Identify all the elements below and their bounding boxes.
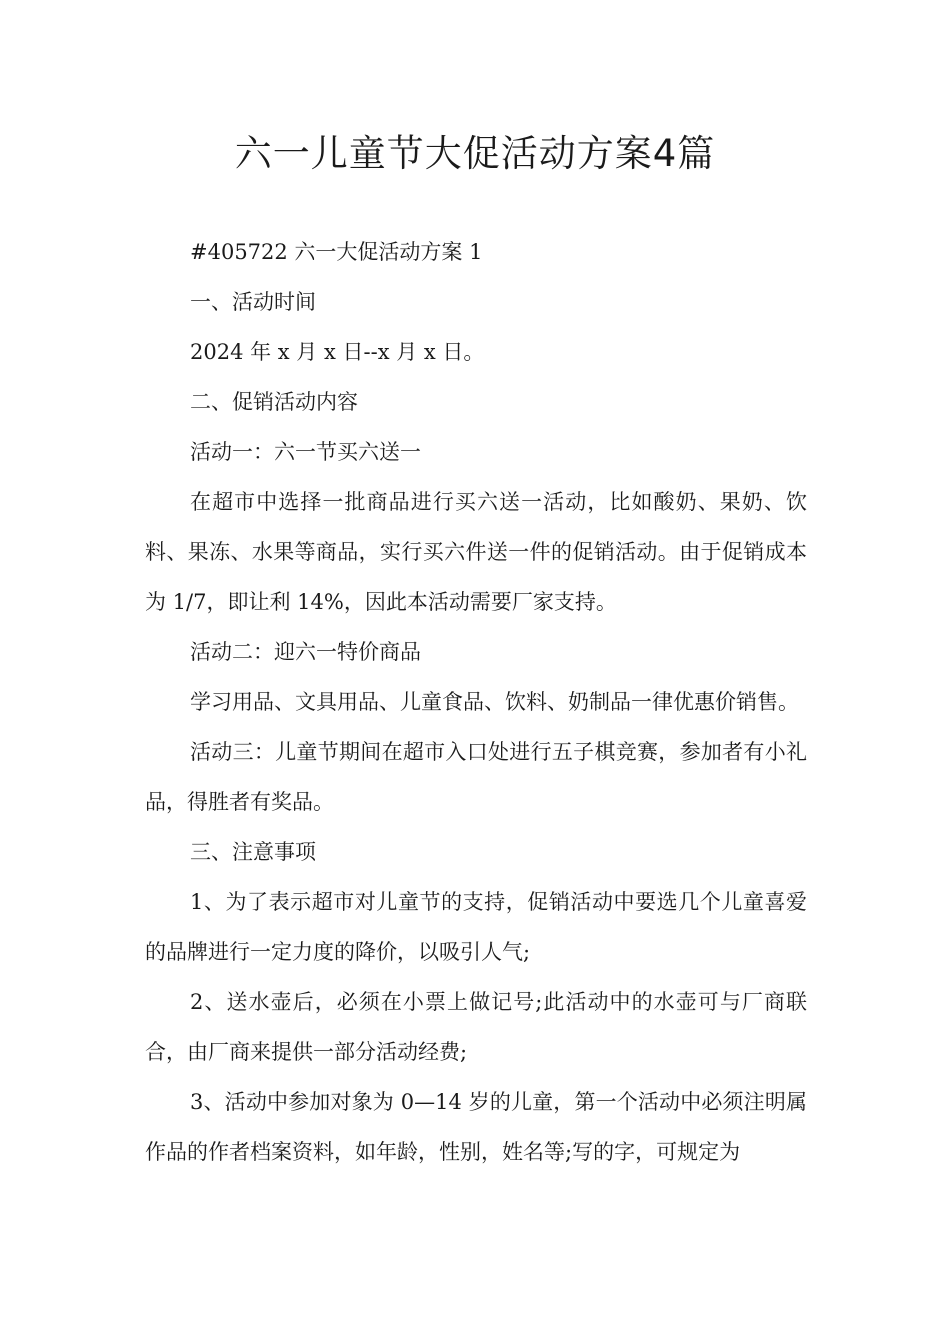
document-title: 六一儿童节大促活动方案4篇 [234,132,716,175]
paragraph-heading-plan-1: #405722 六一大促活动方案 1 [190,240,483,264]
paragraph-activity-2-body: 学习用品、文具用品、儿童食品、饮料、奶制品一律优惠价销售。 [190,690,799,714]
paragraph-section-content: 二、促销活动内容 [190,390,358,414]
paragraph-note-1: 1、为了表示超市对儿童节的支持，促销活动中要选几个儿童喜爱的品牌进行一定力度的降价，以吸引人气; [145,890,807,964]
paragraph-activity-2-title: 活动二：迎六一特价商品 [190,640,421,664]
paragraph-section-time: 一、活动时间 [190,290,316,314]
paragraph-note-3: 3、活动中参加对象为 0—14 岁的儿童，第一个活动中必须注明属作品的作者档案资料，如年龄，性别，姓名等;写的字，可规定为 [145,1090,807,1164]
paragraph-date-range: 2024 年 x 月 x 日--x 月 x 日。 [190,340,485,364]
paragraph-note-2: 2、送水壶后，必须在小票上做记号;此活动中的水壶可与厂商联合，由厂商来提供一部分活动经费; [145,990,807,1064]
paragraph-activity-3: 活动三：儿童节期间在超市入口处进行五子棋竞赛，参加者有小礼品，得胜者有奖品。 [145,740,807,814]
paragraph-activity-1-body: 在超市中选择一批商品进行买六送一活动，比如酸奶、果奶、饮料、果冻、水果等商品，实行买六件送一件的促销活动。由于促销成本为 1/7，即让利 14%，因此本活动需要厂家支持。 [145,490,807,614]
paragraph-section-notes: 三、注意事项 [190,840,316,864]
paragraph-activity-1-title: 活动一：六一节买六送一 [190,440,421,464]
document-body [145,227,807,1177]
